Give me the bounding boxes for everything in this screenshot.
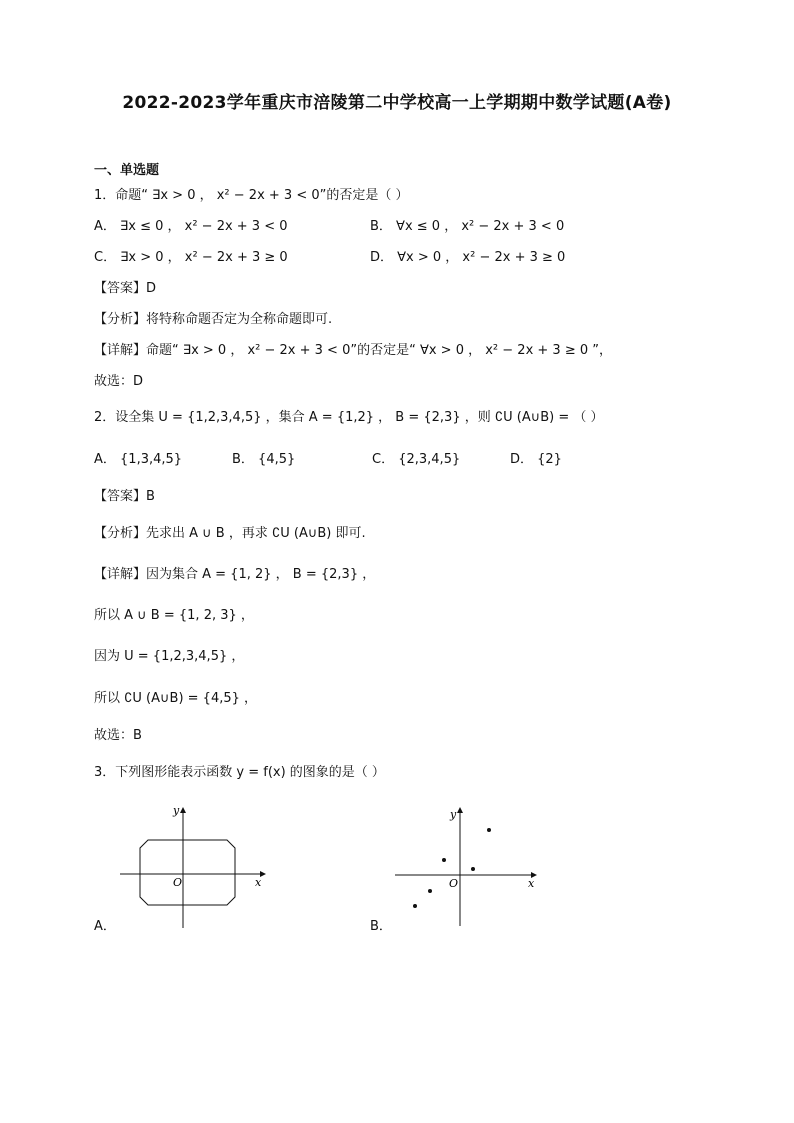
q2-answer: 【答案】B bbox=[94, 489, 155, 504]
section-heading: 一、单选题 bbox=[94, 163, 160, 178]
point bbox=[442, 858, 446, 862]
point bbox=[428, 889, 432, 893]
q3-stem: 3．下列图形能表示函数 y = f(x) 的图象的是（ ） bbox=[94, 765, 385, 780]
q1-detail: 【详解】命题“ ∃x > 0 ， x² − 2x + 3 < 0”的否定是“ ∀x > 0 ， x² − 2x + 3 ≥ 0 ”， bbox=[94, 343, 612, 358]
q2-detail: 【详解】因为集合 A = {1, 2} ， B = {2,3} ， bbox=[94, 567, 376, 582]
q1-choice: 故选：D bbox=[94, 374, 144, 389]
y-axis-label: y bbox=[450, 808, 457, 821]
x-axis-label: x bbox=[528, 877, 535, 890]
q3-figure-b-label[interactable]: B． bbox=[370, 919, 392, 934]
q1-answer: 【答案】D bbox=[94, 281, 157, 296]
q2-option-b[interactable]: B． {4,5} bbox=[232, 452, 296, 467]
q1-analysis: 【分析】将特称命题否定为全称命题即可. bbox=[94, 312, 333, 327]
q1-option-a[interactable]: A． ∃x ≤ 0 ， x² − 2x + 3 < 0 bbox=[94, 219, 288, 234]
q3-figure-b[interactable] bbox=[390, 800, 550, 930]
q2-option-a[interactable]: A． {1,3,4,5} bbox=[94, 452, 183, 467]
q3-figure-a-label[interactable]: A． bbox=[94, 919, 116, 934]
origin-label: O bbox=[449, 877, 459, 890]
q2-option-c[interactable]: C． {2,3,4,5} bbox=[372, 452, 461, 467]
q2-choice: 故选：B bbox=[94, 728, 142, 743]
origin-label: O bbox=[173, 876, 183, 889]
q2-analysis: 【分析】先求出 A ∪ B ，再求 ∁U (A∪B) 即可. bbox=[94, 526, 366, 541]
q2-option-d[interactable]: D． {2} bbox=[510, 452, 562, 467]
q1-option-b[interactable]: B． ∀x ≤ 0 ， x² − 2x + 3 < 0 bbox=[370, 219, 565, 234]
q1-stem: 1．命题“ ∃x > 0 ， x² − 2x + 3 < 0”的否定是（ ） bbox=[94, 188, 409, 203]
q3-figure-a[interactable] bbox=[115, 800, 275, 930]
q2-stem: 2．设全集 U = {1,2,3,4,5} ，集合 A = {1,2} ， B = {2,3} ，则 ∁U (A∪B) = （ ） bbox=[94, 410, 604, 425]
point bbox=[487, 828, 491, 832]
point bbox=[413, 904, 417, 908]
q1-option-c[interactable]: C． ∃x > 0 ， x² − 2x + 3 ≥ 0 bbox=[94, 250, 288, 265]
x-axis-label: x bbox=[255, 876, 262, 889]
q2-step-1: 所以 A ∪ B = {1, 2, 3} ， bbox=[94, 608, 254, 623]
point bbox=[471, 867, 475, 871]
q1-option-d[interactable]: D． ∀x > 0 ， x² − 2x + 3 ≥ 0 bbox=[370, 250, 566, 265]
q2-step-2: 因为 U = {1,2,3,4,5} ， bbox=[94, 649, 245, 664]
page-title: 2022-2023学年重庆市涪陵第二中学校高一上学期期中数学试题(A卷) bbox=[122, 93, 672, 113]
y-axis-label: y bbox=[173, 804, 180, 817]
q2-step-3: 所以 ∁U (A∪B) = {4,5} ， bbox=[94, 691, 258, 706]
rectangle-curve bbox=[140, 840, 235, 905]
